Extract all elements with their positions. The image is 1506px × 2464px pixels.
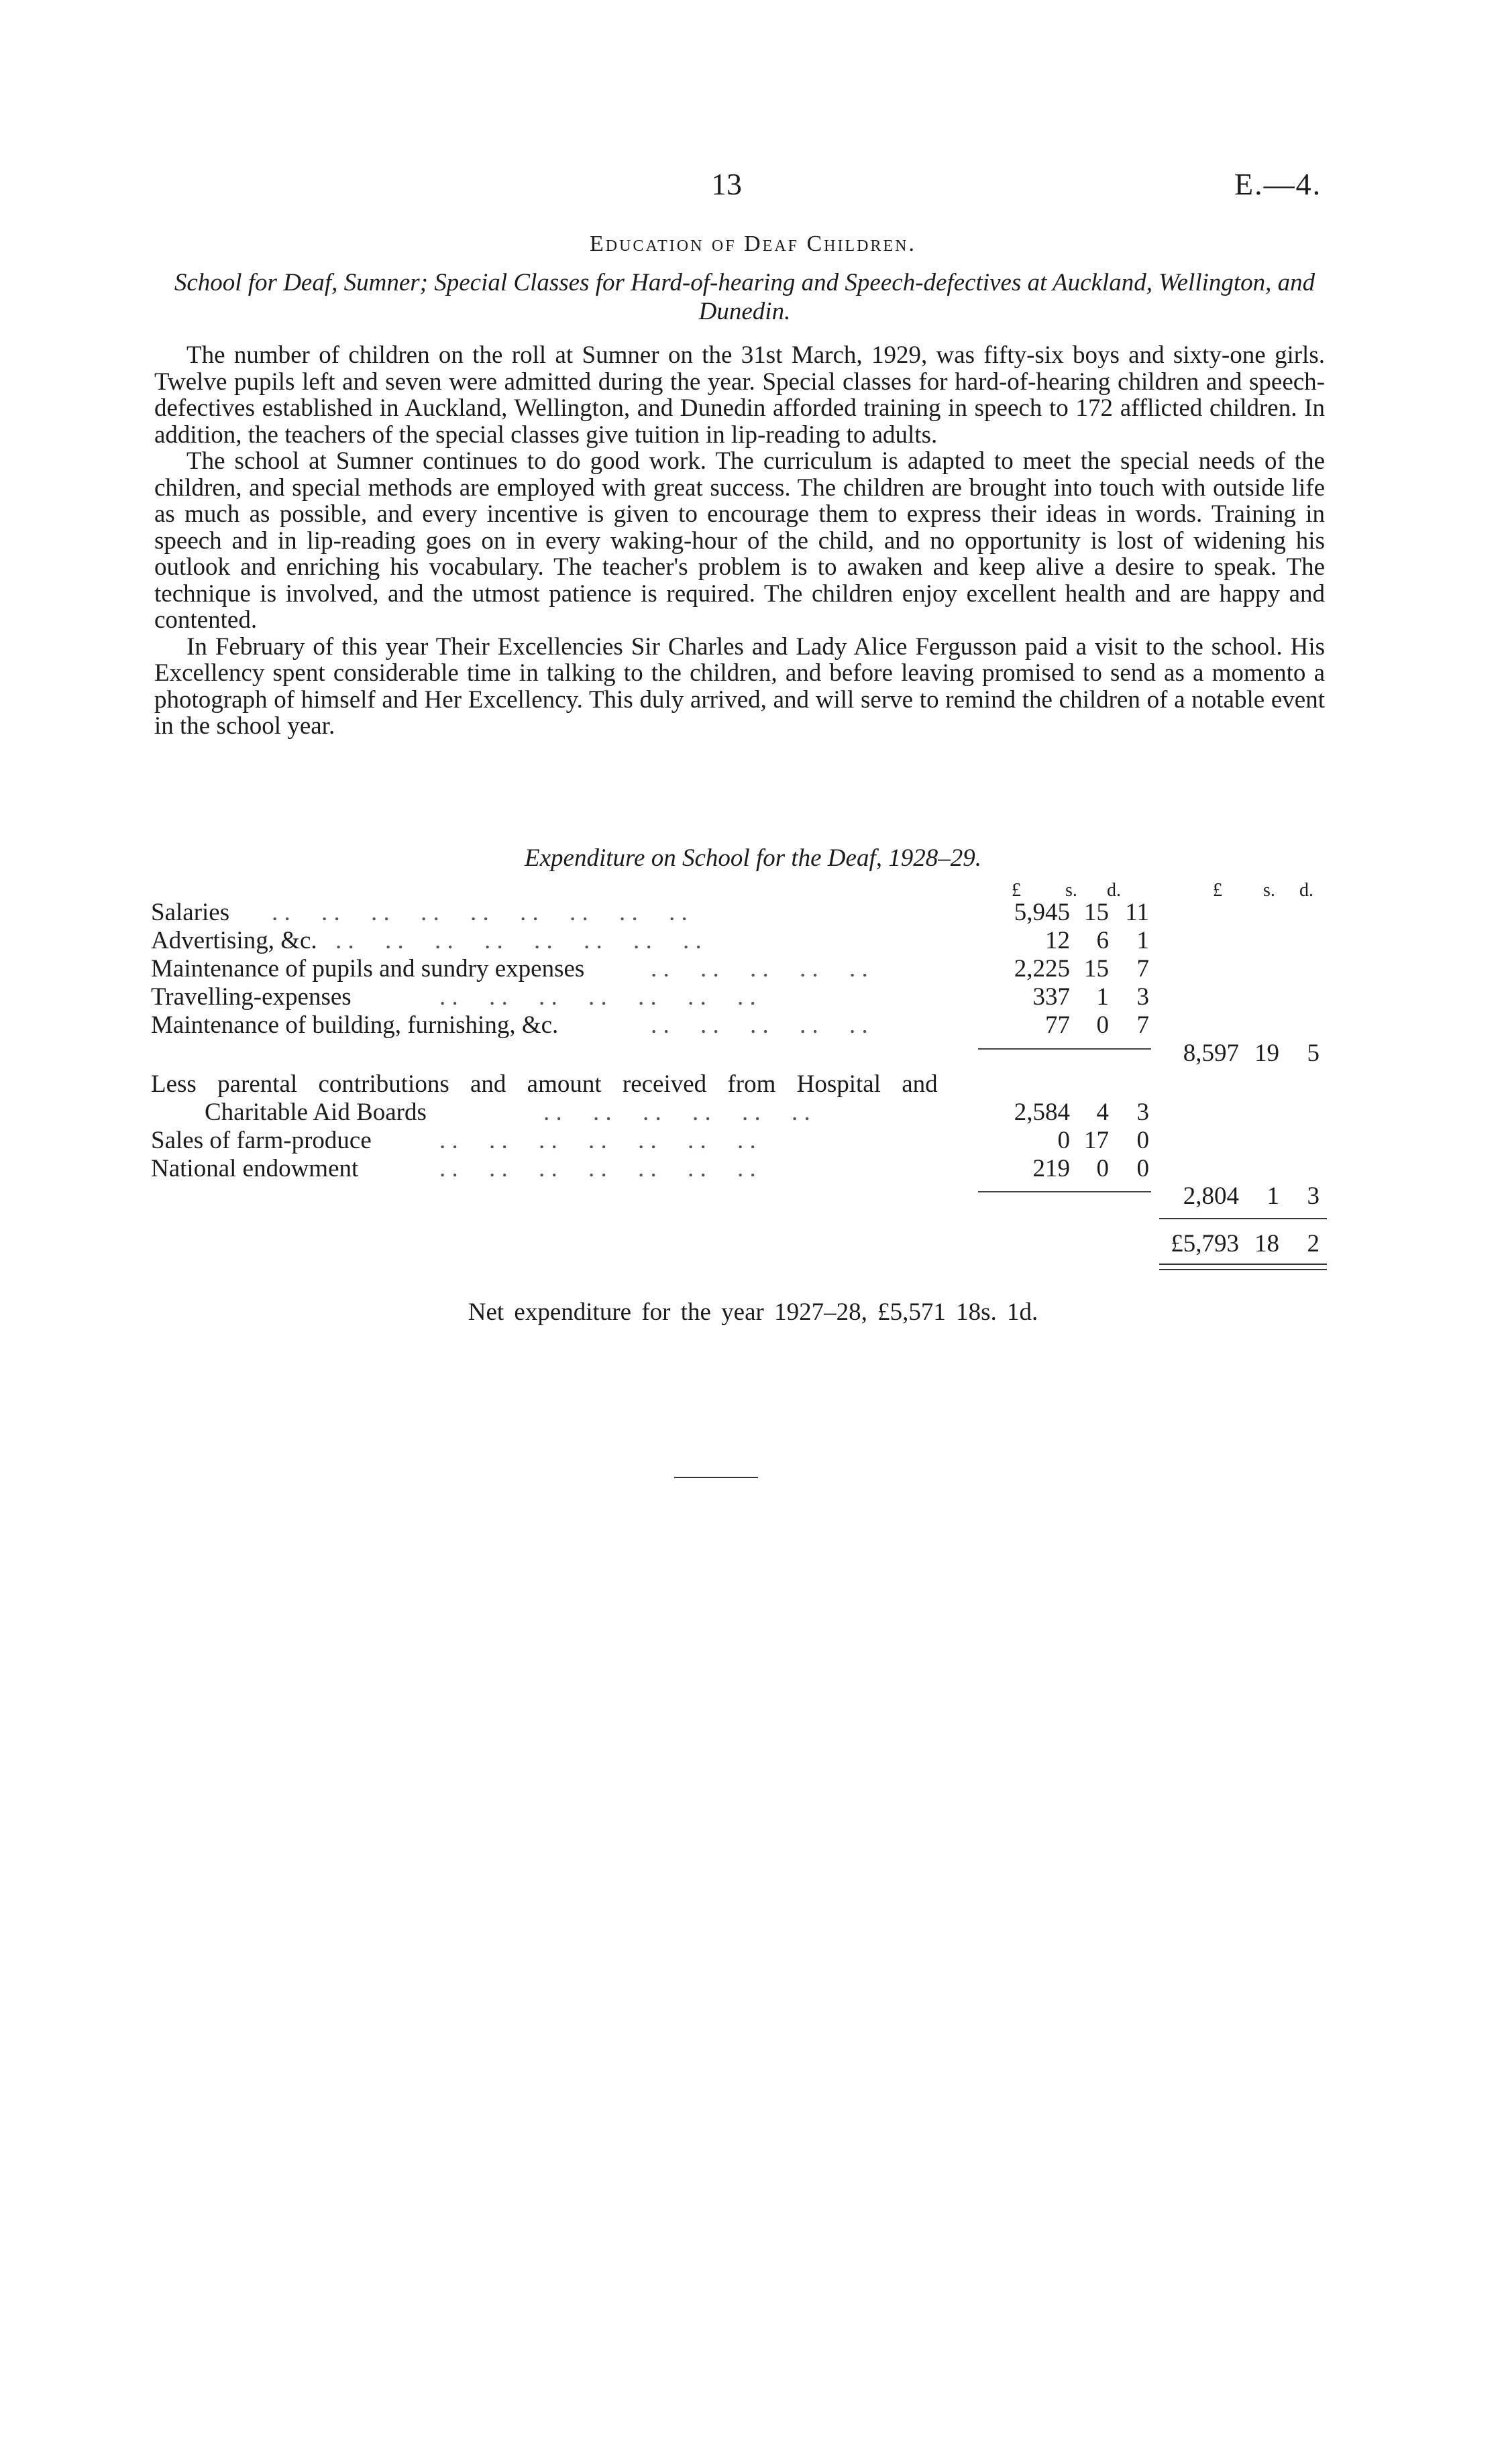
pounds-value: 0 [1057, 1127, 1070, 1154]
net-total-row [1152, 1230, 1327, 1258]
expenditure-table-title: Expenditure on School for the Deaf, 1928–29. [525, 844, 981, 872]
table-row [151, 1099, 1157, 1127]
table-row [151, 983, 1157, 1011]
leader-dots: . . . . . . . . . . [651, 955, 868, 983]
leader-dots: . . . . . . . . . . . . . . [439, 1127, 756, 1154]
table-row [151, 927, 1157, 955]
shillings-value: 18 [1254, 1230, 1279, 1257]
shillings-value: 15 [1084, 955, 1109, 983]
body-text [154, 342, 1325, 740]
pounds-value: 12 [1045, 927, 1070, 954]
item-label: Salaries [151, 899, 230, 926]
pounds-value: 2,225 [1014, 955, 1070, 983]
pounds-value: 2,584 [1014, 1099, 1070, 1126]
gross-total-row [1164, 1040, 1325, 1068]
pence-value: 3 [1136, 1099, 1149, 1126]
table-row [151, 955, 1157, 983]
pounds-value: 2,804 [1183, 1182, 1239, 1210]
less-label: Less parental contributions and amount received from Hospital and [151, 1070, 938, 1098]
net-expenditure-note: Net expenditure for the year 1927–28, £5,571 18s. 1d. [468, 1298, 1038, 1326]
total-rule [1159, 1218, 1327, 1219]
shillings-value: 17 [1084, 1127, 1109, 1154]
item-label: Maintenance of pupils and sundry expenses [151, 955, 585, 983]
pounds-value: 8,597 [1183, 1040, 1239, 1067]
item-label: Travelling-expenses [151, 983, 352, 1011]
paragraph: In February of this year Their Excellencies Sir Charles and Lady Alice Fergusson paid a visit to the school. His Excellency spent considerable time in talking to the children, and before leaving promised to send as a momento a photograph of himself and Her Excellency. This duly arrived, and will serve to remind the children of a notable event in the school year. [154, 632, 1325, 740]
item-label: Maintenance of building, furnishing, &c. [151, 1011, 559, 1039]
item-label: Charitable Aid Boards [205, 1099, 427, 1126]
pounds-value: 337 [1032, 983, 1070, 1011]
shillings-value: 6 [1096, 927, 1109, 954]
item-label: Sales of farm-produce [151, 1127, 372, 1154]
pence-value: 0 [1136, 1127, 1149, 1154]
item-label: Advertising, &c. [151, 927, 317, 954]
paragraph: The number of children on the roll at Sumner on the 31st March, 1929, was fifty-six boys and sixty-one girls. Twelve pupils left and seven were admitted during the year. Special classes for hard-of-hearing children and speech-defectives established in Auckland, Wellington, and Dunedin afforded training in speech to 172 afflicted children. In addition, the teachers of the special classes give tuition in lip-reading to adults. [154, 341, 1325, 449]
leader-dots: . . . . . . . . . . . . . . [439, 1155, 756, 1182]
pence-value: 7 [1136, 955, 1149, 983]
pence-header: d. [1107, 880, 1121, 901]
leader-dots: . . . . . . . . . . . . [543, 1099, 810, 1126]
pounds-value: 77 [1045, 1011, 1070, 1039]
table-row [151, 1127, 1157, 1155]
pounds-header: £ [1213, 880, 1222, 901]
shillings-value: 4 [1096, 1099, 1109, 1126]
pence-value: 0 [1136, 1155, 1149, 1182]
subheading: School for Deaf, Sumner; Special Classes for Hard-of-hearing and Speech-defectives at Auckland, Wellington, and Dunedin. [174, 269, 1315, 325]
leader-dots: . . . . . . . . . . . . . . [439, 983, 756, 1011]
shillings-header: s. [1065, 880, 1077, 901]
table-row [151, 1011, 1157, 1040]
subtotal-rule [978, 1048, 1151, 1050]
pence-value: 1 [1136, 927, 1149, 954]
shillings-header: s. [1263, 880, 1275, 901]
pence-value: 2 [1307, 1230, 1320, 1257]
pence-value: 3 [1307, 1182, 1320, 1210]
leader-dots: . . . . . . . . . . . . . . . . . . [272, 899, 688, 926]
pounds-value: 219 [1032, 1155, 1070, 1182]
shillings-value: 15 [1084, 899, 1109, 926]
pence-value: 7 [1136, 1011, 1149, 1039]
leader-dots: . . . . . . . . . . [651, 1011, 868, 1039]
subtotal-rule [978, 1191, 1151, 1192]
shillings-value: 19 [1254, 1040, 1279, 1067]
table-row [151, 1155, 1157, 1183]
pence-value: 5 [1307, 1040, 1320, 1067]
deductions-total-row [1164, 1182, 1325, 1211]
shillings-value: 0 [1096, 1155, 1109, 1182]
pence-value: 3 [1136, 983, 1149, 1011]
leader-dots: . . . . . . . . . . . . . . . . [335, 927, 702, 954]
document-reference: E.—4. [1234, 167, 1322, 201]
pence-header: d. [1299, 880, 1313, 901]
section-heading: Education of Deaf Children. [590, 231, 916, 256]
page-number: 13 [711, 167, 742, 201]
shillings-value: 1 [1096, 983, 1109, 1011]
item-label: National endowment [151, 1155, 359, 1182]
double-rule-top [1159, 1264, 1327, 1265]
double-rule-bottom [1159, 1269, 1327, 1270]
pounds-header: £ [1012, 880, 1021, 901]
shillings-value: 0 [1096, 1011, 1109, 1039]
end-rule [674, 1477, 758, 1478]
pounds-value: £5,793 [1171, 1230, 1239, 1257]
pounds-value: 5,945 [1014, 899, 1070, 926]
paragraph: The school at Sumner continues to do good work. The curriculum is adapted to meet the special needs of the children, and special methods are employed with great success. The children are brought into touch with outside life as much as possible, and every incentive is given to encourage them to express their ideas in words. Training in speech and in lip-reading goes on in every waking-hour of the child, and no opportunity is lost of widening his outlook and enriching his vocabulary. The teacher's problem is to awaken and keep alive a desire to speak. The technique is involved, and the utmost patience is required. The children enjoy excellent health and are happy and contented. [154, 447, 1325, 634]
table-row [151, 899, 1157, 927]
pence-value: 11 [1125, 899, 1149, 926]
shillings-value: 1 [1267, 1182, 1279, 1210]
